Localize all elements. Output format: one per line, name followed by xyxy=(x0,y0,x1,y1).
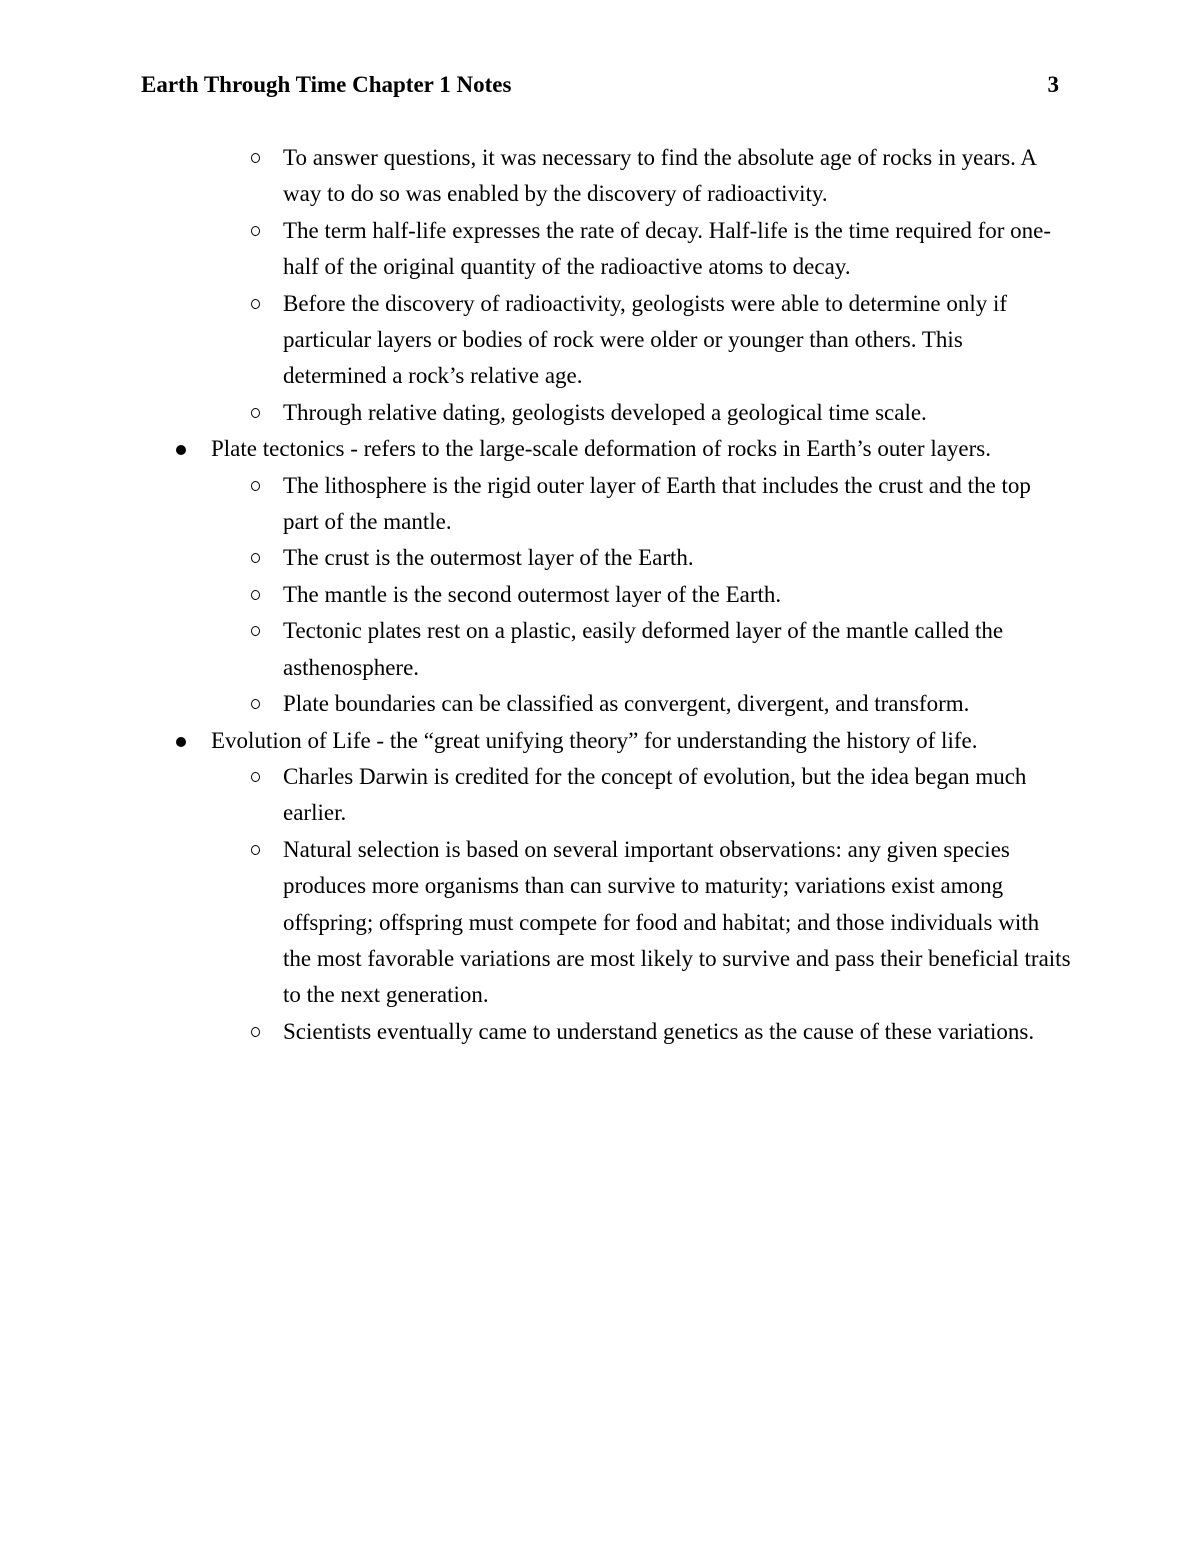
hollow-bullet-icon xyxy=(251,553,260,563)
list-item-text: Through relative dating, geologists developed a geological time scale. xyxy=(283,399,927,425)
page-header xyxy=(141,72,1059,106)
hollow-bullet-icon xyxy=(251,845,260,855)
list-item-text: The mantle is the second outermost layer of the Earth. xyxy=(283,581,782,607)
list-item xyxy=(141,686,1071,722)
main-list xyxy=(141,431,1071,467)
hollow-bullet-icon xyxy=(251,153,260,163)
document-title: Earth Through Time Chapter 1 Notes xyxy=(141,72,512,97)
section-evolution-of-life xyxy=(141,723,1071,759)
list-item-text: Before the discovery of radioactivity, geologists were able to determine only if particular layers or bodies of rock were older or younger than others. This determined a rock’s relative age. xyxy=(283,290,1008,389)
list-item xyxy=(141,613,1071,686)
filled-bullet-icon xyxy=(176,445,186,455)
hollow-bullet-icon xyxy=(251,481,260,491)
section-plate-tectonics xyxy=(141,431,1071,467)
list-item-text: The crust is the outermost layer of the Earth. xyxy=(283,545,694,571)
notes-body xyxy=(141,140,1071,1050)
section-heading-text: Evolution of Life - the “great unifying theory” for understanding the history of life. xyxy=(211,727,978,753)
list-item xyxy=(141,286,1071,395)
list-item xyxy=(141,395,1071,431)
list-item-text: Natural selection is based on several important observations: any given species produces more organisms than can survive to maturity; variations exist among offspring; offspring must compete for food and habitat; and those individuals with the most favorable variations are most likely to survive and pass their beneficial traits to the next generation. xyxy=(283,836,1071,1008)
list-item xyxy=(141,759,1071,832)
main-list xyxy=(141,723,1071,759)
list-item xyxy=(141,140,1071,213)
list-item xyxy=(141,213,1071,286)
list-item xyxy=(141,832,1071,1014)
list-item xyxy=(141,540,1071,576)
hollow-bullet-icon xyxy=(251,299,260,309)
section-heading-text: Plate tectonics - refers to the large-scale deformation of rocks in Earth’s outer layers. xyxy=(211,436,992,462)
list-item-text: The lithosphere is the rigid outer layer of Earth that includes the crust and the top part of the mantle. xyxy=(283,472,1031,535)
list-item-text: To answer questions, it was necessary to find the absolute age of rocks in years. A way to do so was enabled by the discovery of radioactivity. xyxy=(283,145,1036,207)
hollow-bullet-icon xyxy=(251,408,260,418)
page-number: 3 xyxy=(1047,72,1059,97)
hollow-bullet-icon xyxy=(251,226,260,236)
hollow-bullet-icon xyxy=(251,699,260,709)
filled-bullet-icon xyxy=(176,737,186,747)
list-item-text: Tectonic plates rest on a plastic, easily deformed layer of the mantle called the asthenosphere. xyxy=(283,618,1004,680)
list-item xyxy=(141,1014,1071,1050)
list-item-text: The term half-life expresses the rate of decay. Half-life is the time required for one-half of the original quantity of the radioactive atoms to decay. xyxy=(283,217,1052,280)
list-item-text: Plate boundaries can be classified as convergent, divergent, and transform. xyxy=(283,691,970,717)
intro-sublist xyxy=(141,140,1071,431)
evolution-sublist xyxy=(141,759,1071,1050)
list-item-text: Scientists eventually came to understand genetics as the cause of these variations. xyxy=(283,1018,1035,1044)
plate-tectonics-sublist xyxy=(141,468,1071,723)
hollow-bullet-icon xyxy=(251,626,260,636)
list-item xyxy=(141,468,1071,541)
list-item xyxy=(141,577,1071,613)
list-item-text: Charles Darwin is credited for the concept of evolution, but the idea began much earlier. xyxy=(283,763,1027,826)
hollow-bullet-icon xyxy=(251,772,260,782)
hollow-bullet-icon xyxy=(251,590,260,600)
hollow-bullet-icon xyxy=(251,1027,260,1037)
